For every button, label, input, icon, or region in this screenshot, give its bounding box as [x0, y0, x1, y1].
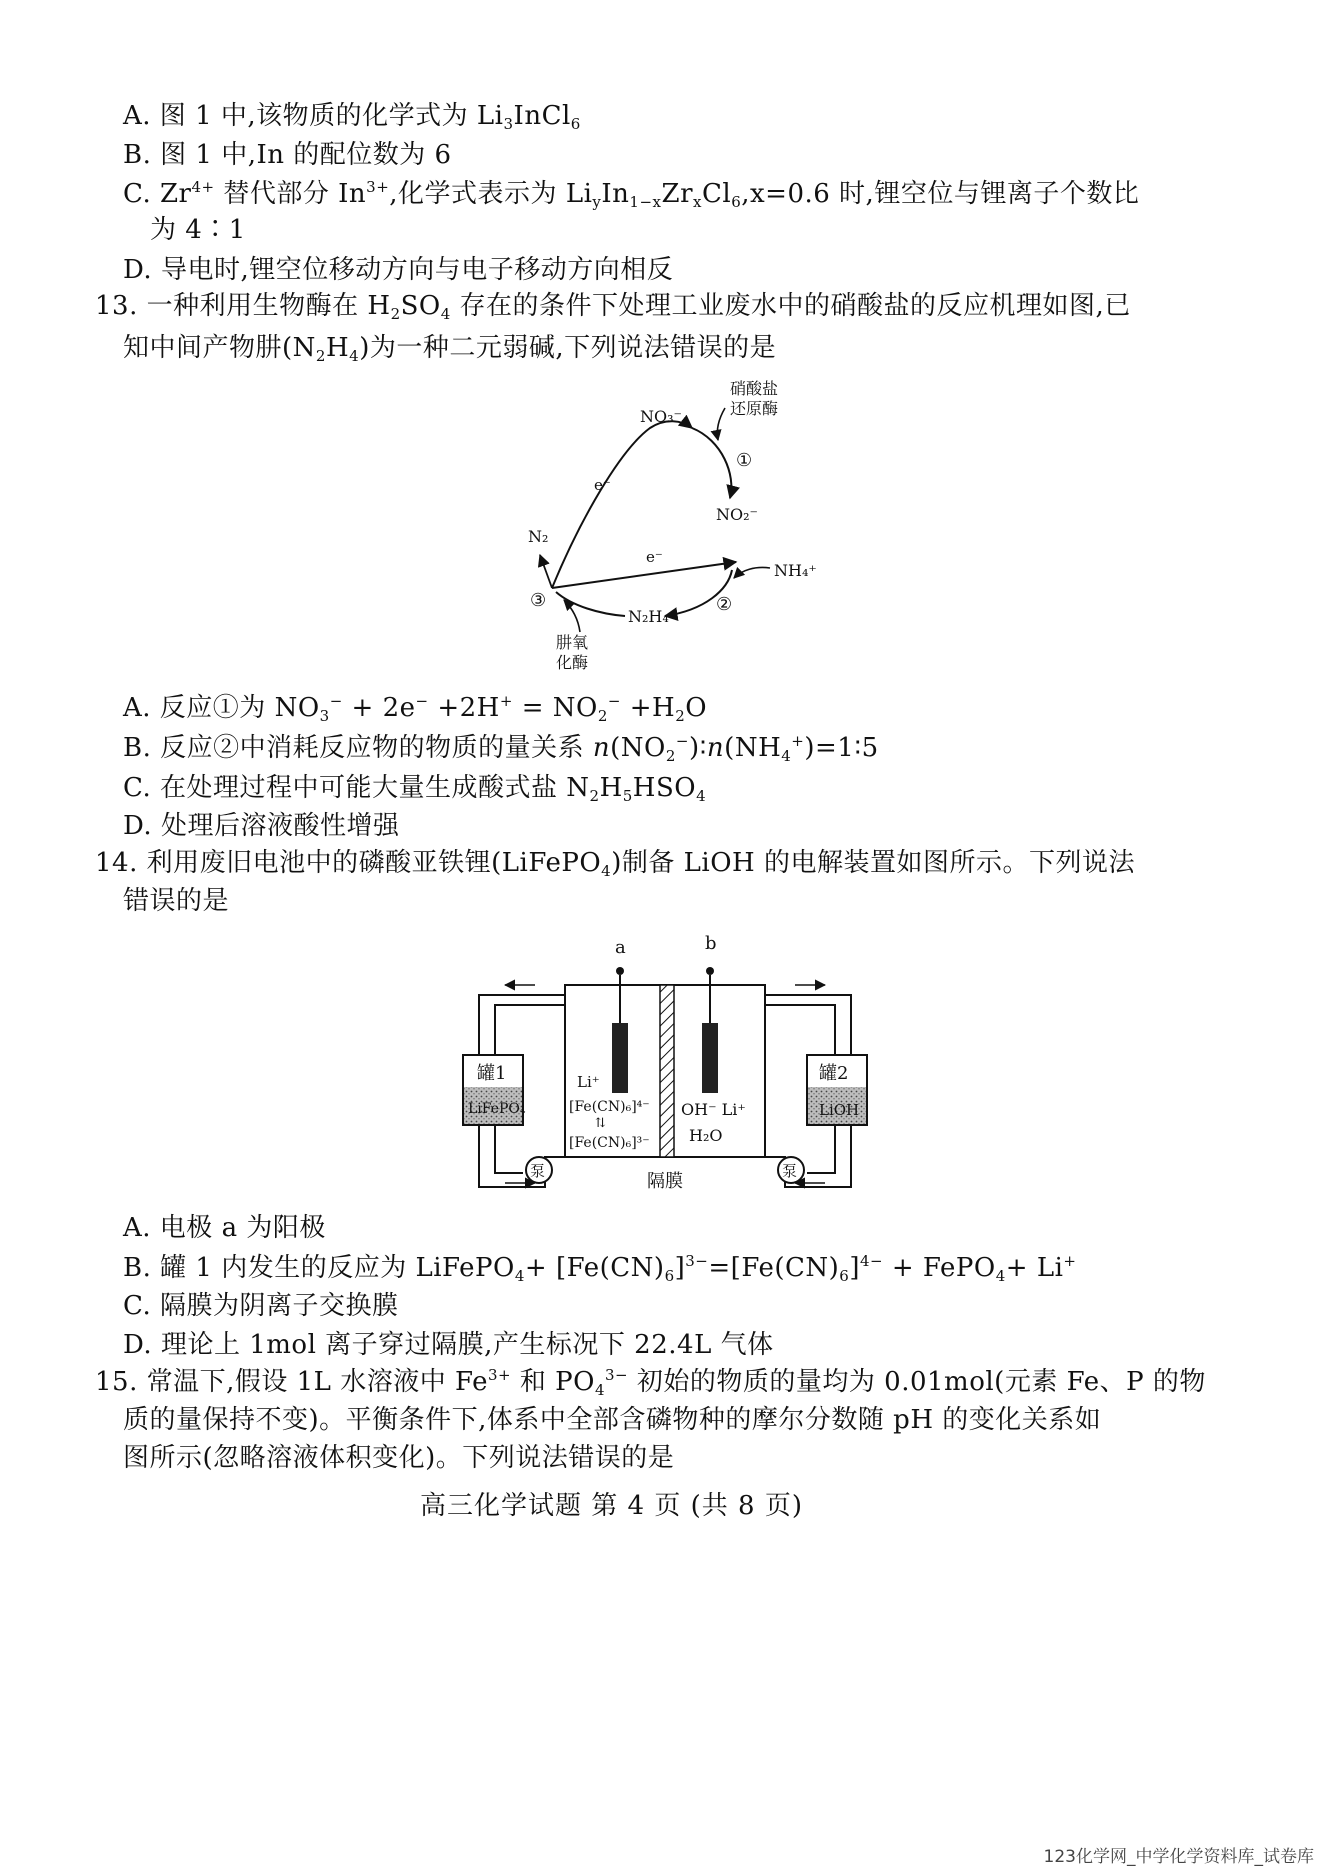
hydrazine-oxidase-label-1: 肼氧	[556, 633, 589, 652]
left-fe3-label: [Fe(CN)₆]³⁻	[569, 1135, 650, 1151]
q14-stem-line2: 错误的是	[123, 886, 230, 916]
nitrate-reductase-label-1: 硝酸盐	[730, 379, 779, 398]
electron-top-label: e⁻	[594, 476, 611, 494]
electrode-b-label: b	[705, 933, 717, 954]
left-equilibrium-symbol: ⇅	[595, 1116, 606, 1131]
q13-stem-line1: 13. 一种利用生物酶在 $H_2SO_4$ 存在的条件下处理工业废水中的硝酸盐的反应机理如图,已	[95, 291, 1131, 323]
q14-option-c: C. 隔膜为阴离子交换膜	[123, 1291, 399, 1321]
right-ions-label: OH⁻ Li⁺	[681, 1100, 746, 1119]
step2-label: ②	[716, 594, 733, 615]
q12-option-a: A. 图 1 中,该物质的化学式为 $Li_3InCl_6$	[123, 101, 581, 133]
membrane-label: 隔膜	[647, 1171, 683, 1192]
tank-1-content: LiFePO₄	[468, 1101, 526, 1117]
q14-electrolysis-diagram	[455, 925, 875, 1205]
q15-stem-line3: 图所示(忽略溶液体积变化)。下列说法错误的是	[123, 1443, 675, 1473]
electrode-a	[612, 1023, 628, 1093]
q13-option-c: C. 在处理过程中可能大量生成酸式盐 $N_2H_5HSO_4$	[123, 773, 707, 805]
pump-left-label: 泵	[530, 1162, 546, 1180]
q13-mechanism-diagram	[460, 370, 860, 680]
q14-option-d: D. 理论上 1mol 离子穿过隔膜,产生标况下 22.4L 气体	[123, 1330, 774, 1360]
electron-line-mid	[552, 562, 736, 588]
q13-option-d: D. 处理后溶液酸性增强	[123, 811, 400, 841]
electron-arc-top	[552, 421, 692, 588]
q12-option-d: D. 导电时,锂空位移动方向与电子移动方向相反	[123, 255, 674, 285]
q15-stem-line1: 15. 常温下,假设 1L 水溶液中 $Fe^{3+}$ 和 $PO_4^{3-}$ 初始的物质的量均为 0.01mol(元素 Fe、P 的物	[95, 1366, 1206, 1399]
step3-label: ③	[530, 590, 547, 611]
step3-arrow	[556, 592, 625, 616]
n2h4-label: N₂H₄	[628, 607, 669, 626]
left-fe4-label: [Fe(CN)₆]⁴⁻	[569, 1099, 650, 1115]
left-li-label: Li⁺	[577, 1073, 600, 1091]
q14-stem-line1: 14. 利用废旧电池中的磷酸亚铁锂(LiFePO$_4$)制备 LiOH 的电解装置如图所示。下列说法	[95, 848, 1135, 880]
q13-option-a: A. 反应①为 $NO_3^- + 2e^- +2H^+ = NO_2^- +H_2O$	[123, 692, 708, 725]
electrode-b	[702, 1023, 718, 1093]
q15-stem-line2: 质的量保持不变)。平衡条件下,体系中全部含磷物种的摩尔分数随 pH 的变化关系如	[123, 1405, 1102, 1435]
nitrate-reductase-arrow	[717, 408, 725, 440]
page-footer: 高三化学试题 第 4 页 (共 8 页)	[420, 1491, 803, 1521]
q14-option-a: A. 电极 a 为阳极	[123, 1213, 326, 1243]
nh4-label: NH₄⁺	[774, 561, 817, 580]
right-water-label: H₂O	[689, 1126, 723, 1145]
n2-label: N₂	[528, 527, 549, 546]
nh4-arrow	[734, 567, 770, 578]
tank-2-label: 罐2	[819, 1063, 849, 1084]
hydrazine-oxidase-label-2: 化酶	[556, 653, 589, 672]
step1-arrow	[692, 428, 731, 498]
pump-right-label: 泵	[782, 1162, 798, 1180]
q13-stem-line2: 知中间产物肼$(N_2H_4)$为一种二元弱碱,下列说法错误的是	[123, 333, 777, 365]
q12-option-c-continued: 为 4∶1	[150, 215, 246, 245]
electrode-a-label: a	[615, 937, 626, 958]
nitrate-reductase-label-2: 还原酶	[730, 399, 779, 418]
no3-label: NO₃⁻	[640, 407, 682, 426]
q14-option-b: B. 罐 1 内发生的反应为 LiFePO$_4$+ $[Fe(CN)_6]^{3-}=[Fe(CN)_6]^{4-}$ + FePO$_4$+ Li+	[123, 1252, 1077, 1285]
q12-option-b: B. 图 1 中,In 的配位数为 6	[123, 140, 452, 170]
electron-mid-label: e⁻	[646, 548, 663, 566]
step1-label: ①	[736, 450, 753, 471]
watermark: 123化学网_中学化学资料库_试卷库	[1043, 1847, 1314, 1867]
q12-option-c: C. $Zr^{4+}$ 替代部分 $In^{3+}$,化学式表示为 $Li_yIn_{1-x}Zr_xCl_6,x=0.6$ 时,锂空位与锂离子个数比	[123, 178, 1140, 211]
membrane	[660, 985, 674, 1157]
n2-arrow	[540, 555, 552, 588]
tank-2-content: LiOH	[819, 1101, 860, 1119]
q13-option-b: B. 反应②中消耗反应物的物质的量关系 $n(NO_2^-)∶n(NH_4^+)=1∶5$	[123, 732, 879, 765]
tank-1-label: 罐1	[477, 1063, 507, 1084]
no2-label: NO₂⁻	[716, 505, 758, 524]
